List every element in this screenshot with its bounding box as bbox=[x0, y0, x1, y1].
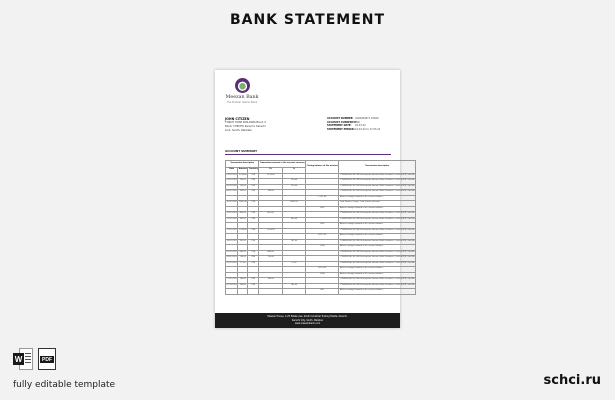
table-cell: 730.00 bbox=[238, 256, 248, 262]
table-cell: 1,314.00 bbox=[238, 228, 248, 234]
page-title: BANK STATEMENT bbox=[229, 12, 386, 28]
table-cell: Balance brought forward of the account balance bbox=[339, 267, 416, 273]
table-group-header: Transaction amount in the account currency bbox=[259, 161, 306, 168]
pdf-file-icon bbox=[38, 348, 58, 370]
table-cell: 4,00 bbox=[306, 206, 339, 212]
table-cell: 10.02.2022 bbox=[226, 201, 238, 207]
table-cell: 180.00 bbox=[238, 278, 248, 284]
table-cell: 800 bbox=[306, 289, 339, 295]
table-cell: PKR bbox=[248, 283, 259, 289]
table-cell: 143.00 bbox=[238, 190, 248, 196]
editable-caption: fully editable template bbox=[13, 380, 116, 390]
pdf-icon-label: PDF bbox=[42, 356, 52, 363]
table-cell: 1,000 bbox=[306, 272, 339, 278]
table-cell: 25.02.2022 bbox=[226, 261, 238, 267]
table-cell: COMMERCIAL SECURE Redemption, Account Bank Guarantee Limited PKR, Card No bbox=[339, 228, 416, 234]
table-cell: 1,000 bbox=[306, 245, 339, 251]
table-cell: COMMERCIAL SECURE Redemption, Account Bank Guarantee Limited PKR, Card No bbox=[339, 239, 416, 245]
table-sub-header: Date bbox=[226, 168, 238, 174]
table-cell: PKR bbox=[248, 217, 259, 223]
table-cell: PKR bbox=[248, 173, 259, 179]
table-cell: Card Transfer Charge, Card Transfer Account bbox=[339, 201, 416, 207]
table-cell: 180.00 bbox=[282, 283, 305, 289]
table-cell: 1,274.00 bbox=[259, 173, 282, 179]
account-detail-label: ACCOUNT NUMBER: bbox=[327, 117, 354, 120]
table-cell: 750.00 bbox=[282, 184, 305, 190]
table-cell: COMMERCIAL SECURE Redemption, Account Bank Guarantee Limited PKR, Card No bbox=[339, 179, 416, 185]
table-cell: Balance brought forward of the account balance bbox=[339, 234, 416, 240]
table-cell: PKR bbox=[248, 201, 259, 207]
table-cell: PKR bbox=[248, 179, 259, 185]
table-cell: PKR bbox=[248, 278, 259, 284]
table-cell bbox=[248, 289, 259, 295]
table-cell: 840.00 bbox=[238, 250, 248, 256]
customer-block bbox=[225, 117, 266, 133]
table-cell: COMMERCIAL SECURE Redemption, Account Bank Guarantee Limited PKR, Card No bbox=[339, 250, 416, 256]
table-group-header: Closing balance of the account bbox=[306, 161, 339, 174]
table-cell: 11.00 bbox=[282, 261, 305, 267]
table-sub-header: Currency bbox=[248, 168, 259, 174]
transactions-table bbox=[225, 160, 416, 295]
table-cell: 800.00 bbox=[259, 212, 282, 218]
table-sub-header: Dr bbox=[259, 168, 282, 174]
table-cell: COMMERCIAL SECURE Redemption, Account Bank Guarantee Limited PKR, Card No bbox=[339, 212, 416, 218]
account-detail-value: 0100000871 16620 bbox=[355, 117, 379, 120]
account-details bbox=[327, 117, 380, 131]
table-cell: 390.00 bbox=[282, 217, 305, 223]
table-cell: COMMERCIAL SECURE Redemption, Account Bank Guarantee Limited PKR, Card No bbox=[339, 283, 416, 289]
table-cell: 4,111.00 bbox=[306, 234, 339, 240]
table-cell: 2,861.00 bbox=[238, 201, 248, 207]
table-cell: 27.02.2022 bbox=[226, 278, 238, 284]
customer-address-line: Link, South, Pakistan bbox=[225, 129, 253, 132]
table-cell: 180.00 bbox=[238, 283, 248, 289]
table-cell: 8.00 bbox=[306, 223, 339, 229]
table-cell: COMMERCIAL SECURE Redemption, Account Bank Guarantee Limited PKR, Card No bbox=[339, 278, 416, 284]
table-cell: 05.02.2022 bbox=[226, 184, 238, 190]
site-watermark: schci.ru bbox=[543, 373, 601, 388]
account-detail-value: PKR bbox=[355, 120, 360, 124]
table-cell bbox=[238, 289, 248, 295]
table-sub-header: Cr bbox=[282, 168, 305, 174]
table-cell: COMMERCIAL SECURE Redemption, Account Bank Guarantee Limited PKR, Card No bbox=[339, 184, 416, 190]
table-cell: Balance brought forward of the account balance bbox=[339, 206, 416, 212]
table-cell: PKR bbox=[248, 212, 259, 218]
file-format-icons bbox=[13, 348, 58, 370]
word-file-icon bbox=[13, 348, 33, 370]
customer-name: JOHN CITIZEN bbox=[225, 117, 250, 121]
table-cell: 17.02.2022 bbox=[226, 228, 238, 234]
bank-name: Meezan Bank bbox=[225, 95, 259, 100]
table-cell: 2,861.00 bbox=[282, 201, 305, 207]
table-group-header: Transaction description bbox=[226, 161, 259, 168]
customer-address-line: Block 3 PECHS Karachi, Karachi bbox=[225, 125, 266, 128]
table-cell: 180.00 bbox=[259, 278, 282, 284]
table-cell: 06.02.2022 bbox=[226, 190, 238, 196]
table-cell: 1,274.00 bbox=[238, 173, 248, 179]
table-cell: Balance brought forward of the account balance bbox=[339, 223, 416, 229]
footer-line: Meezan House, C-25 Estate Ave, Sindh Industrial Trading Estate, Karachi, bbox=[267, 315, 348, 318]
statement-footer bbox=[215, 313, 400, 328]
table-cell: 12.02.2022 bbox=[226, 212, 238, 218]
table-cell: 390.00 bbox=[238, 217, 248, 223]
table-cell: 143.00 bbox=[259, 190, 282, 196]
summary-divider bbox=[225, 154, 391, 155]
account-detail-value: 22.02.22 to 27.03.22 bbox=[355, 127, 381, 131]
table-cell: 18.02.2022 bbox=[226, 239, 238, 245]
table-cell: 141.00 bbox=[238, 239, 248, 245]
bank-tagline: The Premier Islamic Bank bbox=[226, 100, 258, 104]
table-cell: PKR bbox=[248, 256, 259, 262]
table-cell: 800.00 bbox=[238, 212, 248, 218]
table-cell: 750.00 bbox=[238, 184, 248, 190]
summary-title: ACCOUNT SUMMARY bbox=[225, 149, 258, 153]
table-cell: COMMERCIAL SECURE Redemption, Account Bank Guarantee Limited PKR, Card No bbox=[339, 261, 416, 267]
word-icon-letter: W bbox=[14, 354, 23, 364]
table-cell bbox=[259, 289, 282, 295]
table-cell: 11.00 bbox=[238, 261, 248, 267]
table-cell: 730.00 bbox=[259, 256, 282, 262]
table-cell: 01.02.2022 bbox=[226, 173, 238, 179]
table-cell: 01.03.2022 bbox=[226, 283, 238, 289]
table-cell: PKR bbox=[248, 239, 259, 245]
customer-address-line: TORCH HOSE BUILDING Block 4 bbox=[225, 121, 266, 124]
table-cell: PKR bbox=[248, 184, 259, 190]
footer-line: www.meezanbank.com bbox=[294, 322, 321, 326]
table-cell: PKR bbox=[248, 250, 259, 256]
table-cell: 1,314.00 bbox=[259, 228, 282, 234]
table-cell: 141.00 bbox=[282, 239, 305, 245]
table-cell: Balance brought forward of the account balance bbox=[339, 195, 416, 201]
table-cell: COMMERCIAL SECURE Redemption, Account Bank Guarantee Limited PKR, Card No bbox=[339, 256, 416, 262]
table-cell: PKR bbox=[248, 190, 259, 196]
table-cell bbox=[282, 289, 305, 295]
table-group-header-row bbox=[226, 161, 416, 168]
account-detail-label: STATEMENT PERIOD: bbox=[327, 127, 355, 131]
table-cell: 840.00 bbox=[259, 250, 282, 256]
table-cell: 20.02.2022 bbox=[226, 250, 238, 256]
account-detail-value: 22.03.22 bbox=[355, 124, 366, 127]
table-row bbox=[226, 289, 416, 295]
table-cell: Balance brought forward of the account balance bbox=[339, 289, 416, 295]
table-group-header: Transaction description bbox=[339, 161, 416, 174]
table-cell: COMMERCIAL SECURE Redemption, Account Bank Guarantee Limited PKR, Card No bbox=[339, 190, 416, 196]
account-detail-label: ACCOUNT CURRENCY: bbox=[327, 120, 357, 124]
table-cell: 1,131.00 bbox=[306, 195, 339, 201]
footer-line: Karachi City, Sindh, Pakistan bbox=[291, 318, 324, 322]
table-cell: COMMERCIAL SECURE Redemption, Account Bank Guarantee Limited PKR, Card No bbox=[339, 173, 416, 179]
statement-document bbox=[215, 70, 415, 328]
table-cell: 4,113.00 bbox=[306, 267, 339, 273]
table-cell: 750.00 bbox=[282, 179, 305, 185]
account-detail-row bbox=[327, 128, 380, 132]
account-detail-label: STATEMENT DATE: bbox=[327, 124, 352, 127]
bank-logo bbox=[225, 78, 259, 104]
table-cell: PKR bbox=[248, 261, 259, 267]
table-cell: Balance brought forward of the account balance bbox=[339, 245, 416, 251]
table-cell: 12.02.2022 bbox=[226, 217, 238, 223]
table-cell: 24.02.2022 bbox=[226, 256, 238, 262]
table-sub-header: Amount bbox=[238, 168, 248, 174]
table-cell bbox=[226, 289, 238, 295]
table-cell: 01.02.2022 bbox=[226, 179, 238, 185]
table-cell: Balance brought forward of the account balance bbox=[339, 272, 416, 278]
table-cell: COMMERCIAL SECURE Redemption, Account Bank Guarantee Limited PKR, Card No bbox=[339, 217, 416, 223]
table-cell: PKR bbox=[248, 228, 259, 234]
table-cell: 750.00 bbox=[238, 179, 248, 185]
bank-emblem-icon bbox=[235, 78, 250, 93]
